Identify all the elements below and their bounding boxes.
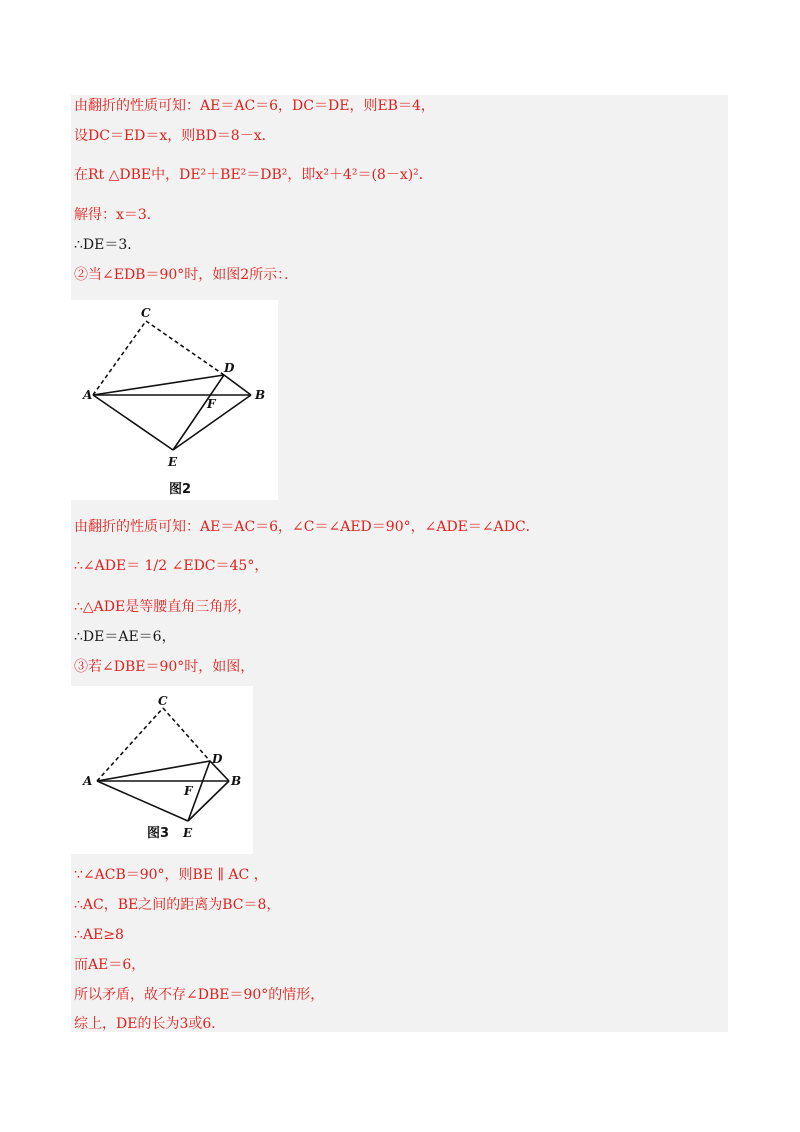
text-line-5: ∴DE＝3． xyxy=(74,237,142,253)
fig2-label-A: A xyxy=(83,388,93,402)
fig3-label-B: B xyxy=(231,774,242,788)
text-line-7: 由翻折的性质可知：AE＝AC＝6，∠C＝∠AED＝90°，∠ADE＝∠ADC． xyxy=(74,519,540,535)
text-line-2: 设DC＝ED＝x，则BD＝8－x． xyxy=(74,128,276,144)
text-line-9: ∴△ADE是等腰直角三角形， xyxy=(74,599,252,615)
fig2-label-C: C xyxy=(141,306,151,320)
figure-2-drawing xyxy=(71,300,278,500)
text-line-8: ∴∠ADE＝ 1/2 ∠EDC＝45°， xyxy=(74,558,269,574)
fig2-label-D: D xyxy=(224,361,235,375)
text-line-12: ∵∠ACB＝90°，则BE ∥ AC ， xyxy=(74,867,268,883)
text-line-16: 所以矛盾，故不存∠DBE＝90°的情形， xyxy=(74,987,325,1003)
fig2-caption: 图2 xyxy=(169,482,192,497)
fig2-label-E: E xyxy=(168,455,178,469)
text-line-10: ∴DE＝AE＝6， xyxy=(74,629,176,645)
text-line-1: 由翻折的性质可知：AE＝AC＝6，DC＝DE，则EB＝4， xyxy=(74,98,435,114)
text-line-14: ∴AE≥8 xyxy=(74,927,124,943)
fig3-label-E: E xyxy=(183,826,193,840)
text-line-13: ∴AC，BE之间的距离为BC＝8， xyxy=(74,897,281,913)
fig2-label-F: F xyxy=(207,397,216,411)
fig2-label-B: B xyxy=(255,388,266,402)
figure-3 xyxy=(71,686,253,854)
fig3-label-A: A xyxy=(83,774,93,788)
fig3-label-F: F xyxy=(184,784,193,798)
fig3-label-C: C xyxy=(158,694,168,708)
text-line-3: 在Rt △DBE中，DE²＋BE²＝DB²，即x²＋4²＝(8－x)²． xyxy=(74,167,433,183)
text-line-4: 解得：x＝3． xyxy=(74,207,161,223)
fig3-label-D: D xyxy=(212,752,223,766)
text-line-6: ②当∠EDB＝90°时，如图2所示：． xyxy=(74,267,299,283)
fig3-caption: 图3 xyxy=(147,826,170,841)
text-line-17: 综上，DE的长为3或6. xyxy=(74,1016,216,1032)
figure-2 xyxy=(71,300,278,500)
figure-3-drawing xyxy=(71,686,253,854)
text-line-11: ③若∠DBE＝90°时，如图， xyxy=(74,659,255,675)
text-line-15: 而AE＝6， xyxy=(74,957,146,973)
